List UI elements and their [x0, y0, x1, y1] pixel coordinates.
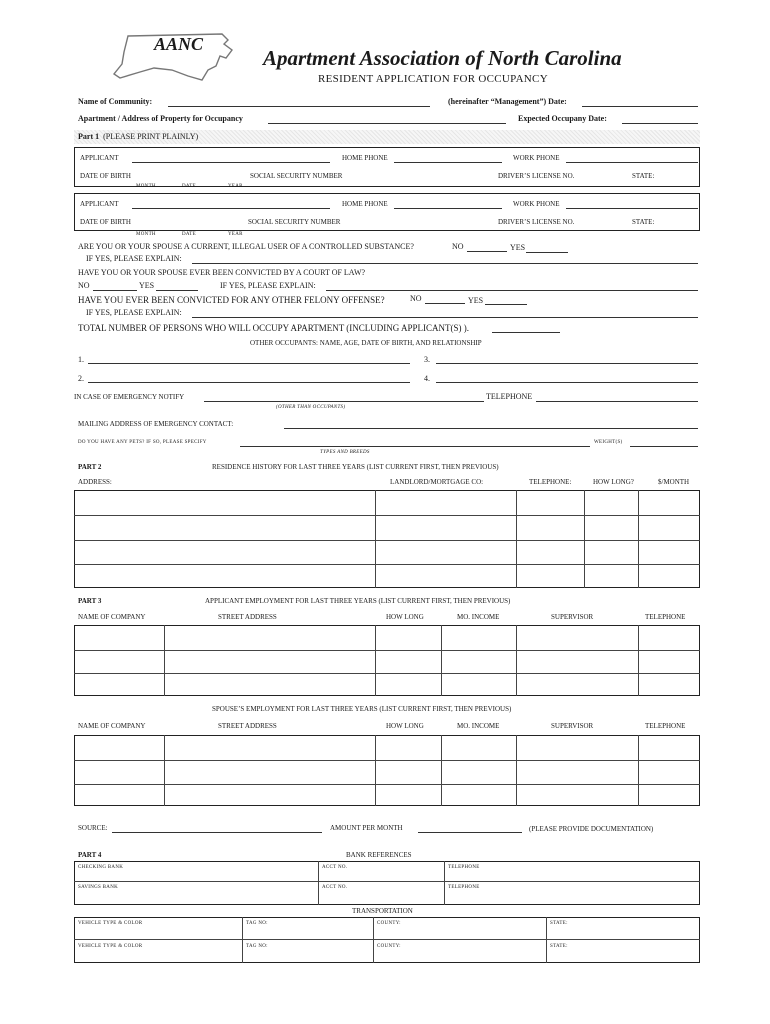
documentation-note: (PLEASE PROVIDE DOCUMENTATION)	[529, 825, 654, 833]
part3-col-company: NAME OF COMPANY	[78, 613, 146, 621]
residence-history-table	[74, 490, 700, 588]
felony-yes-label: YES	[468, 296, 484, 305]
checking-acct-label: ACCT NO.	[322, 865, 348, 870]
part2-title: RESIDENCE HISTORY FOR LAST THREE YEARS (LIST CURRENT FIRST, THEN PREVIOUS)	[212, 463, 499, 471]
felony-explain-field[interactable]	[192, 317, 698, 318]
substance-explain-field[interactable]	[192, 263, 698, 264]
applicant2-name-field[interactable]	[132, 208, 330, 209]
income-source-label: SOURCE:	[78, 824, 108, 832]
dob-date-hint: DATE	[182, 184, 196, 189]
part3-col-how-long: HOW LONG	[386, 613, 424, 621]
table-col-divider	[164, 625, 165, 696]
other-than-occupants-note: (OTHER THAN OCCUPANTS)	[276, 405, 346, 410]
table-col-divider	[516, 735, 517, 806]
pet-weight-field[interactable]	[630, 446, 698, 447]
applicant1-license-label: DRIVER’S LICENSE NO.	[498, 172, 575, 180]
vehicle2-state-label: STATE:	[550, 944, 568, 949]
convicted-yes-label: YES	[139, 281, 155, 290]
applicant2-dob-label: DATE OF BIRTH	[80, 218, 131, 226]
part1-header: Part 1 (PLEASE PRINT PLAINLY)	[78, 132, 199, 141]
applicant1-home-phone-label: HOME PHONE	[342, 154, 388, 162]
savings-telephone-label: TELEPHONE	[448, 885, 480, 890]
vehicle1-county-label: COUNTY:	[377, 921, 401, 926]
spouse-col-how-long: HOW LONG	[386, 722, 424, 730]
table-row-divider	[74, 540, 700, 541]
emergency-name-field[interactable]	[204, 401, 484, 402]
occupant-4-label: 4.	[424, 374, 430, 383]
pet-weight-label: WEIGHT(S)	[594, 440, 623, 445]
savings-bank-label: SAVINGS BANK	[78, 885, 119, 890]
part2-col-telephone: TELEPHONE:	[529, 478, 572, 486]
transportation-title: TRANSPORTATION	[352, 907, 413, 915]
table-row-divider	[74, 881, 700, 882]
vehicle1-tag-label: TAG NO:	[246, 921, 268, 926]
applicant1-box	[74, 147, 700, 187]
amount-per-month-label: AMOUNT PER MONTH	[330, 824, 403, 832]
applicant2-ssn-label: SOCIAL SECURITY NUMBER	[248, 218, 341, 226]
part2-header: PART 2	[78, 463, 102, 471]
table-col-divider	[638, 490, 639, 588]
applicant-employment-table	[74, 625, 700, 696]
substance-yes-field[interactable]	[526, 252, 568, 253]
occupant-3-label: 3.	[424, 355, 430, 364]
substance-yes-label: YES	[510, 243, 526, 252]
part4-header: PART 4	[78, 851, 102, 859]
table-col-divider	[318, 861, 319, 905]
table-row-divider	[74, 515, 700, 516]
dob-year-hint: YEAR	[228, 232, 243, 237]
occupant-2-field[interactable]	[88, 382, 410, 383]
occupant-4-field[interactable]	[436, 382, 698, 383]
table-row-divider	[74, 760, 700, 761]
applicant1-ssn-label: SOCIAL SECURITY NUMBER	[250, 172, 343, 180]
applicant1-work-phone-label: WORK PHONE	[513, 154, 560, 162]
bank-references-table	[74, 861, 700, 905]
felony-no-label: NO	[410, 294, 422, 303]
convicted-no-field[interactable]	[93, 290, 137, 291]
applicant1-home-phone-field[interactable]	[394, 162, 502, 163]
applicant1-label: APPLICANT	[80, 154, 119, 162]
convicted-explain-label: IF YES, PLEASE EXPLAIN:	[220, 281, 316, 290]
substance-explain-label: IF YES, PLEASE EXPLAIN:	[86, 254, 182, 263]
convicted-explain-field[interactable]	[326, 290, 698, 291]
applicant2-work-phone-label: WORK PHONE	[513, 200, 560, 208]
management-date-label: (hereinafter “Management”) Date:	[448, 97, 567, 106]
spouse-col-company: NAME OF COMPANY	[78, 722, 146, 730]
mailing-address-field[interactable]	[284, 428, 698, 429]
savings-acct-label: ACCT NO.	[322, 885, 348, 890]
table-col-divider	[516, 625, 517, 696]
emergency-label: IN CASE OF EMERGENCY NOTIFY	[74, 393, 185, 401]
applicant1-name-field[interactable]	[132, 162, 330, 163]
felony-question: HAVE YOU EVER BEEN CONVICTED FOR ANY OTHER FELONY OFFENSE?	[78, 295, 385, 305]
total-occupants-field[interactable]	[492, 332, 560, 333]
vehicle2-county-label: COUNTY:	[377, 944, 401, 949]
pets-label: DO YOU HAVE ANY PETS? IF SO, PLEASE SPECIFY	[78, 440, 207, 445]
form-subtitle: RESIDENT APPLICATION FOR OCCUPANCY	[318, 73, 548, 85]
applicant2-home-phone-label: HOME PHONE	[342, 200, 388, 208]
spouse-employment-title: SPOUSE’S EMPLOYMENT FOR LAST THREE YEARS (LIST CURRENT FIRST, THEN PREVIOUS)	[212, 705, 512, 713]
convicted-yes-field[interactable]	[156, 290, 198, 291]
table-col-divider	[375, 625, 376, 696]
felony-yes-field[interactable]	[485, 304, 527, 305]
mailing-address-label: MAILING ADDRESS OF EMERGENCY CONTACT:	[78, 420, 234, 428]
part3-col-supervisor: SUPERVISOR	[551, 613, 594, 621]
spouse-employment-table	[74, 735, 700, 806]
emergency-telephone-field[interactable]	[536, 401, 698, 402]
vehicle1-state-label: STATE:	[550, 921, 568, 926]
spouse-col-telephone: TELEPHONE	[645, 722, 686, 730]
table-col-divider	[638, 735, 639, 806]
vehicle2-tag-label: TAG NO:	[246, 944, 268, 949]
other-occupants-heading: OTHER OCCUPANTS: NAME, AGE, DATE OF BIRTH, AND RELATIONSHIP	[250, 339, 482, 347]
part2-col-address: ADDRESS:	[78, 478, 112, 486]
convicted-no-label: NO	[78, 281, 90, 290]
table-col-divider	[441, 625, 442, 696]
bank-references-title: BANK REFERENCES	[346, 851, 412, 859]
table-col-divider	[584, 490, 585, 588]
dob-month-hint: MONTH	[136, 184, 156, 189]
table-col-divider	[375, 735, 376, 806]
table-row-divider	[74, 650, 700, 651]
pets-field[interactable]	[240, 446, 590, 447]
applicant2-license-label: DRIVER’S LICENSE NO.	[498, 218, 575, 226]
occupant-1-field[interactable]	[88, 363, 410, 364]
part3-header: PART 3	[78, 597, 102, 605]
total-occupants-question: TOTAL NUMBER OF PERSONS WHO WILL OCCUPY APARTMENT (INCLUDING APPLICANT(S) ).	[78, 323, 470, 333]
part2-col-per-month: $/MONTH	[658, 478, 690, 486]
table-col-divider	[444, 861, 445, 905]
income-source-field[interactable]	[112, 832, 322, 833]
part3-col-income: MO. INCOME	[457, 613, 500, 621]
applicant1-work-phone-field[interactable]	[566, 162, 698, 163]
convicted-question: HAVE YOU OR YOUR SPOUSE EVER BEEN CONVICTED BY A COURT OF LAW?	[78, 268, 366, 277]
part3-col-telephone: TELEPHONE	[645, 613, 686, 621]
occupant-2-label: 2.	[78, 374, 84, 383]
table-col-divider	[375, 490, 376, 588]
applicant2-box	[74, 193, 700, 231]
page-title: Apartment Association of North Carolina	[263, 46, 622, 70]
checking-telephone-label: TELEPHONE	[448, 865, 480, 870]
spouse-col-street: STREET ADDRESS	[218, 722, 277, 730]
logo-text: AANC	[154, 34, 204, 54]
table-row-divider	[74, 564, 700, 565]
applicant2-home-phone-field[interactable]	[394, 208, 502, 209]
checking-bank-label: CHECKING BANK	[78, 865, 124, 870]
dob-year-hint: YEAR	[228, 184, 243, 189]
occupancy-date-label: Expected Occupany Date:	[518, 114, 607, 123]
applicant2-state-label: STATE:	[632, 218, 655, 226]
dob-month-hint: MONTH	[136, 232, 156, 237]
table-row-divider	[74, 939, 700, 940]
property-label: Apartment / Address of Property for Occupancy	[78, 114, 243, 123]
amount-per-month-field[interactable]	[418, 832, 522, 833]
substance-no-field[interactable]	[467, 251, 507, 252]
table-row-divider	[74, 784, 700, 785]
part2-col-how-long: HOW LONG?	[593, 478, 634, 486]
table-col-divider	[546, 917, 547, 963]
types-breeds-note: TYPES AND BREEDS	[320, 450, 370, 455]
vehicle1-type-label: VEHICLE TYPE & COLOR	[78, 921, 143, 926]
community-field[interactable]	[168, 106, 430, 107]
occupant-3-field[interactable]	[436, 363, 698, 364]
part2-col-landlord: LANDLORD/MORTGAGE CO:	[390, 478, 484, 486]
table-col-divider	[441, 735, 442, 806]
table-col-divider	[373, 917, 374, 963]
occupant-1-label: 1.	[78, 355, 84, 364]
table-col-divider	[638, 625, 639, 696]
emergency-telephone-label: TELEPHONE	[486, 392, 533, 401]
applicant2-work-phone-field[interactable]	[566, 208, 698, 209]
table-col-divider	[164, 735, 165, 806]
substance-no-label: NO	[452, 242, 464, 251]
applicant1-dob-label: DATE OF BIRTH	[80, 172, 131, 180]
property-field[interactable]	[268, 123, 506, 124]
table-row-divider	[74, 673, 700, 674]
table-col-divider	[242, 917, 243, 963]
part3-title: APPLICANT EMPLOYMENT FOR LAST THREE YEARS (LIST CURRENT FIRST, THEN PREVIOUS)	[205, 597, 511, 605]
spouse-col-income: MO. INCOME	[457, 722, 500, 730]
felony-no-field[interactable]	[425, 303, 465, 304]
applicant2-label: APPLICANT	[80, 200, 119, 208]
part3-col-street: STREET ADDRESS	[218, 613, 277, 621]
vehicle2-type-label: VEHICLE TYPE & COLOR	[78, 944, 143, 949]
felony-explain-label: IF YES, PLEASE EXPLAIN:	[86, 308, 182, 317]
table-col-divider	[516, 490, 517, 588]
dob-date-hint: DATE	[182, 232, 196, 237]
community-label: Name of Community:	[78, 97, 153, 106]
spouse-col-supervisor: SUPERVISOR	[551, 722, 594, 730]
applicant1-state-label: STATE:	[632, 172, 655, 180]
substance-question: ARE YOU OR YOUR SPOUSE A CURRENT, ILLEGAL USER OF A CONTROLLED SUBSTANCE?	[78, 242, 414, 251]
date-field[interactable]	[582, 106, 698, 107]
occupancy-date-field[interactable]	[622, 123, 698, 124]
